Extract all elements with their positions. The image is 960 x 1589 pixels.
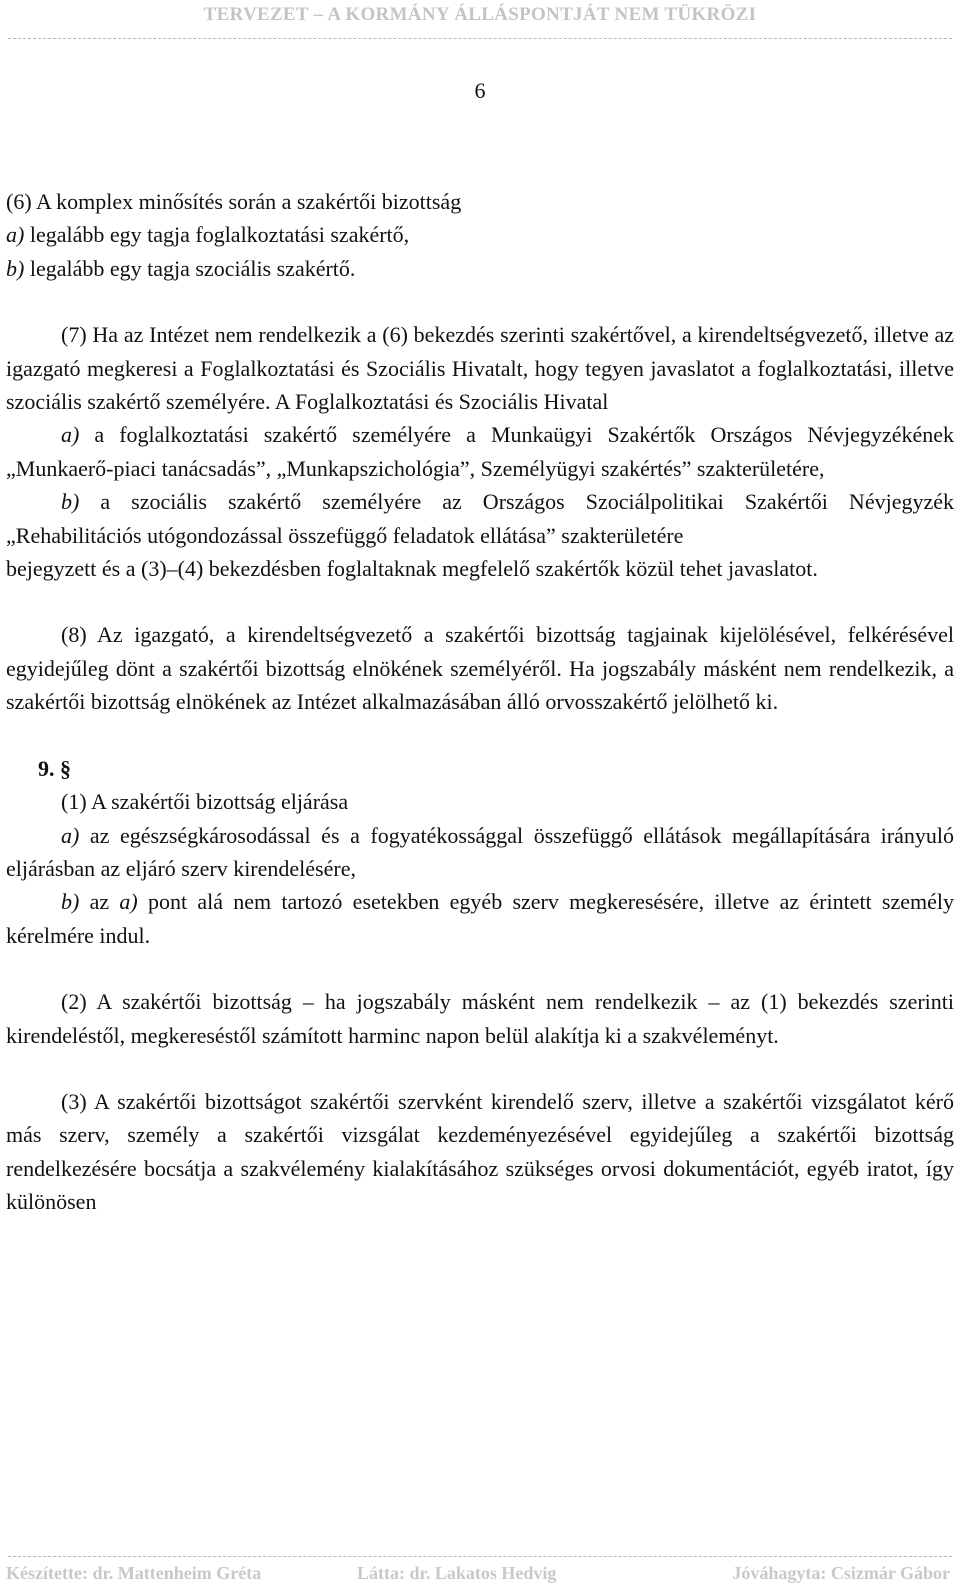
item-text: az egészségkárosodással és a fogyatékossággal összefüggő ellátások megállapítására irányuló eljárásban az eljáró szerv kirendelésére, xyxy=(6,822,954,881)
item-text: a szociális szakértő személyére az Országos Szociálpolitikai Szakértői Névjegyzék „Rehabilitációs utógondozással összefüggő feladatok ellátása” szakterületére xyxy=(6,489,954,548)
item-label: b) xyxy=(6,255,25,281)
item-text: legalább egy tagja foglalkoztatási szakértő, xyxy=(24,222,410,248)
section-heading: 9. § xyxy=(38,755,71,781)
paragraph-7-intro: (7) Ha az Intézet nem rendelkezik a (6) bekezdés szerinti szakértővel, a kirendeltségvezető, illetve az igazgató megkeresi a Foglalkoztatási és Szociális Hivatalt, hogy tegyen javaslatot a foglalkoztatási, illetve szociális szakértő személyére. A Foglalkoztatási és Szociális Hivatal xyxy=(6,322,954,415)
item-text: legalább egy tagja szociális szakértő. xyxy=(24,255,356,281)
footer-prepared-by: Készítette: dr. Mattenheim Gréta xyxy=(6,1563,262,1583)
paragraph-6 xyxy=(6,185,954,285)
item-text: a foglalkoztatási szakértő személyére a Munkaügyi Szakértők Országos Névjegyzékének „Munkaerő-piaci tanácsadás”, „Munkapszichológia”, Személyügyi szakértés” szakterületére, xyxy=(6,422,954,481)
section-9-paragraph-3-text: (3) A szakértői bizottságot szakértői szervként kirendelő szerv, illetve a szakértői vizsgálatot kérő más szerv, személy a szakértői vizsgálat kezdeményezésével egyidejűleg a szakértői bizottság rendelkezésére bocsátja a szakvélemény kialakításához szükséges orvosi dokumentációt, egyéb iratot, így különösen xyxy=(6,1088,954,1215)
paragraph-8 xyxy=(6,618,954,718)
section-9-paragraph-3 xyxy=(6,1085,954,1219)
item-reference: a) xyxy=(119,889,138,915)
paragraph-8-text: (8) Az igazgató, a kirendeltségvezető a szakértői bizottság tagjainak kijelölésével, felkérésével egyidejűleg dönt a szakértői bizottság elnökének személyéről. Ha jogszabály másként nem rendelkezik, a szakértői bizottság elnökének az Intézet alkalmazásában álló orvosszakértő jelölhető ki. xyxy=(6,622,954,715)
item-label: a) xyxy=(6,222,25,248)
section-9-paragraph-1-item-a xyxy=(6,819,954,886)
paragraph-7-item-a xyxy=(6,418,954,485)
paragraph-6-item-b xyxy=(6,252,954,285)
footer-divider xyxy=(8,1556,952,1557)
header-divider xyxy=(8,38,952,39)
document-footer xyxy=(0,1563,960,1587)
paragraph-7-closing: bejegyzett és a (3)–(4) bekezdésben foglaltaknak megfelelő szakértők közül tehet javaslatot. xyxy=(6,556,818,582)
item-label: b) xyxy=(61,889,80,915)
footer-approved-by: Jóváhagyta: Csizmár Gábor xyxy=(732,1563,950,1583)
draft-header-title: TERVEZET – A KORMÁNY ÁLLÁSPONTJÁT NEM TÜKRÖZI xyxy=(203,4,757,25)
paragraph-6-item-a xyxy=(6,218,954,251)
section-9-paragraph-1 xyxy=(6,785,954,952)
item-label: a) xyxy=(61,422,80,448)
paragraph-7-item-b xyxy=(6,485,954,552)
section-9-paragraph-1-item-b xyxy=(6,885,954,952)
item-text: pont alá nem tartozó esetekben egyéb szerv megkeresésére, illetve az érintett személy kérelmére indul. xyxy=(6,889,955,948)
item-text: az xyxy=(79,889,120,915)
item-label: b) xyxy=(61,489,80,515)
document-body xyxy=(6,185,954,1219)
item-label: a) xyxy=(61,822,80,848)
paragraph-6-intro: (6) A komplex minősítés során a szakértői bizottság xyxy=(6,189,462,214)
page-number: 6 xyxy=(474,78,486,103)
section-9-paragraph-2 xyxy=(6,985,954,1052)
section-9-paragraph-1-intro: (1) A szakértői bizottság eljárása xyxy=(61,789,349,815)
section-9-paragraph-2-text: (2) A szakértői bizottság – ha jogszabály másként nem rendelkezik – az (1) bekezdés szerinti kirendeléstől, megkereséstől számított harminc napon belül alakítja ki a szakvéleményt. xyxy=(6,989,954,1048)
footer-seen-by: Látta: dr. Lakatos Hedvig xyxy=(357,1563,557,1583)
paragraph-7 xyxy=(6,318,954,585)
